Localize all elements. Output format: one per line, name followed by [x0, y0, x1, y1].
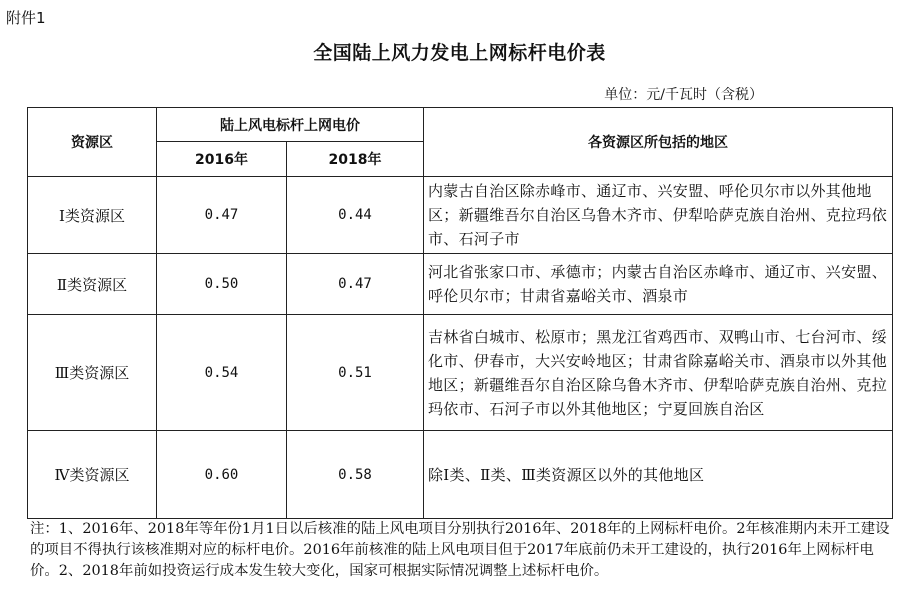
price-2018-cell: 0.58	[287, 431, 424, 519]
document-title: 全国陆上风力发电上网标杆电价表	[313, 42, 606, 64]
resource-area-cell: Ⅳ类资源区	[28, 431, 157, 519]
price-2018-cell: 0.47	[287, 254, 424, 315]
price-2016-cell: 0.60	[157, 431, 287, 519]
header-benchmark-price: 陆上风电标杆上网电价	[157, 108, 424, 142]
price-2018-cell: 0.44	[287, 177, 424, 254]
header-year-2016: 2016年	[157, 142, 287, 177]
table-row	[28, 315, 893, 431]
header-year-2018: 2018年	[287, 142, 424, 177]
regions-cell: 内蒙古自治区除赤峰市、通辽市、兴安盟、呼伦贝尔市以外其他地区；新疆维吾尔自治区乌鲁木齐市、伊犁哈萨克族自治州、克拉玛依市、石河子市	[424, 177, 893, 254]
table-header	[28, 108, 893, 177]
footnote: 注：1、2016年、2018年等年份1月1日以后核准的陆上风电项目分别执行2016年、2018年的上网标杆电价。2年核准期内未开工建设的项目不得执行该核准期对应的标杆电价。2016年前核准的陆上风电项目但于2017年底前仍未开工建设的，执行2016年上网标杆电价。2、2018年前如投资运行成本发生较大变化，国家可根据实际情况调整上述标杆电价。	[30, 521, 890, 579]
regions-cell: 吉林省白城市、松原市；黑龙江省鸡西市、双鸭山市、七台河市、绥化市、伊春市，大兴安岭地区；甘肃省除嘉峪关市、酒泉市以外其他地区；新疆维吾尔自治区除乌鲁木齐市、伊犁哈萨克族自治州、克拉玛依市、石河子市以外其他地区；宁夏回族自治区	[424, 315, 893, 431]
attachment-label: 附件1	[6, 9, 46, 27]
regions-cell: 除Ⅰ类、Ⅱ类、Ⅲ类资源区以外的其他地区	[424, 431, 893, 519]
resource-area-cell: Ⅲ类资源区	[28, 315, 157, 431]
price-2018-cell: 0.51	[287, 315, 424, 431]
resource-area-cell: Ⅰ类资源区	[28, 177, 157, 254]
table-row	[28, 177, 893, 254]
header-resource-area: 资源区	[28, 108, 157, 177]
price-2016-cell: 0.54	[157, 315, 287, 431]
header-regions: 各资源区所包括的地区	[424, 108, 893, 177]
regions-cell: 河北省张家口市、承德市；内蒙古自治区赤峰市、通辽市、兴安盟、呼伦贝尔市；甘肃省嘉峪关市、酒泉市	[424, 254, 893, 315]
price-2016-cell: 0.47	[157, 177, 287, 254]
resource-area-cell: Ⅱ类资源区	[28, 254, 157, 315]
unit-label: 单位：元/千瓦时（含税）	[604, 87, 763, 103]
table-row	[28, 431, 893, 519]
price-2016-cell: 0.50	[157, 254, 287, 315]
table-row	[28, 254, 893, 315]
price-table	[27, 107, 893, 519]
